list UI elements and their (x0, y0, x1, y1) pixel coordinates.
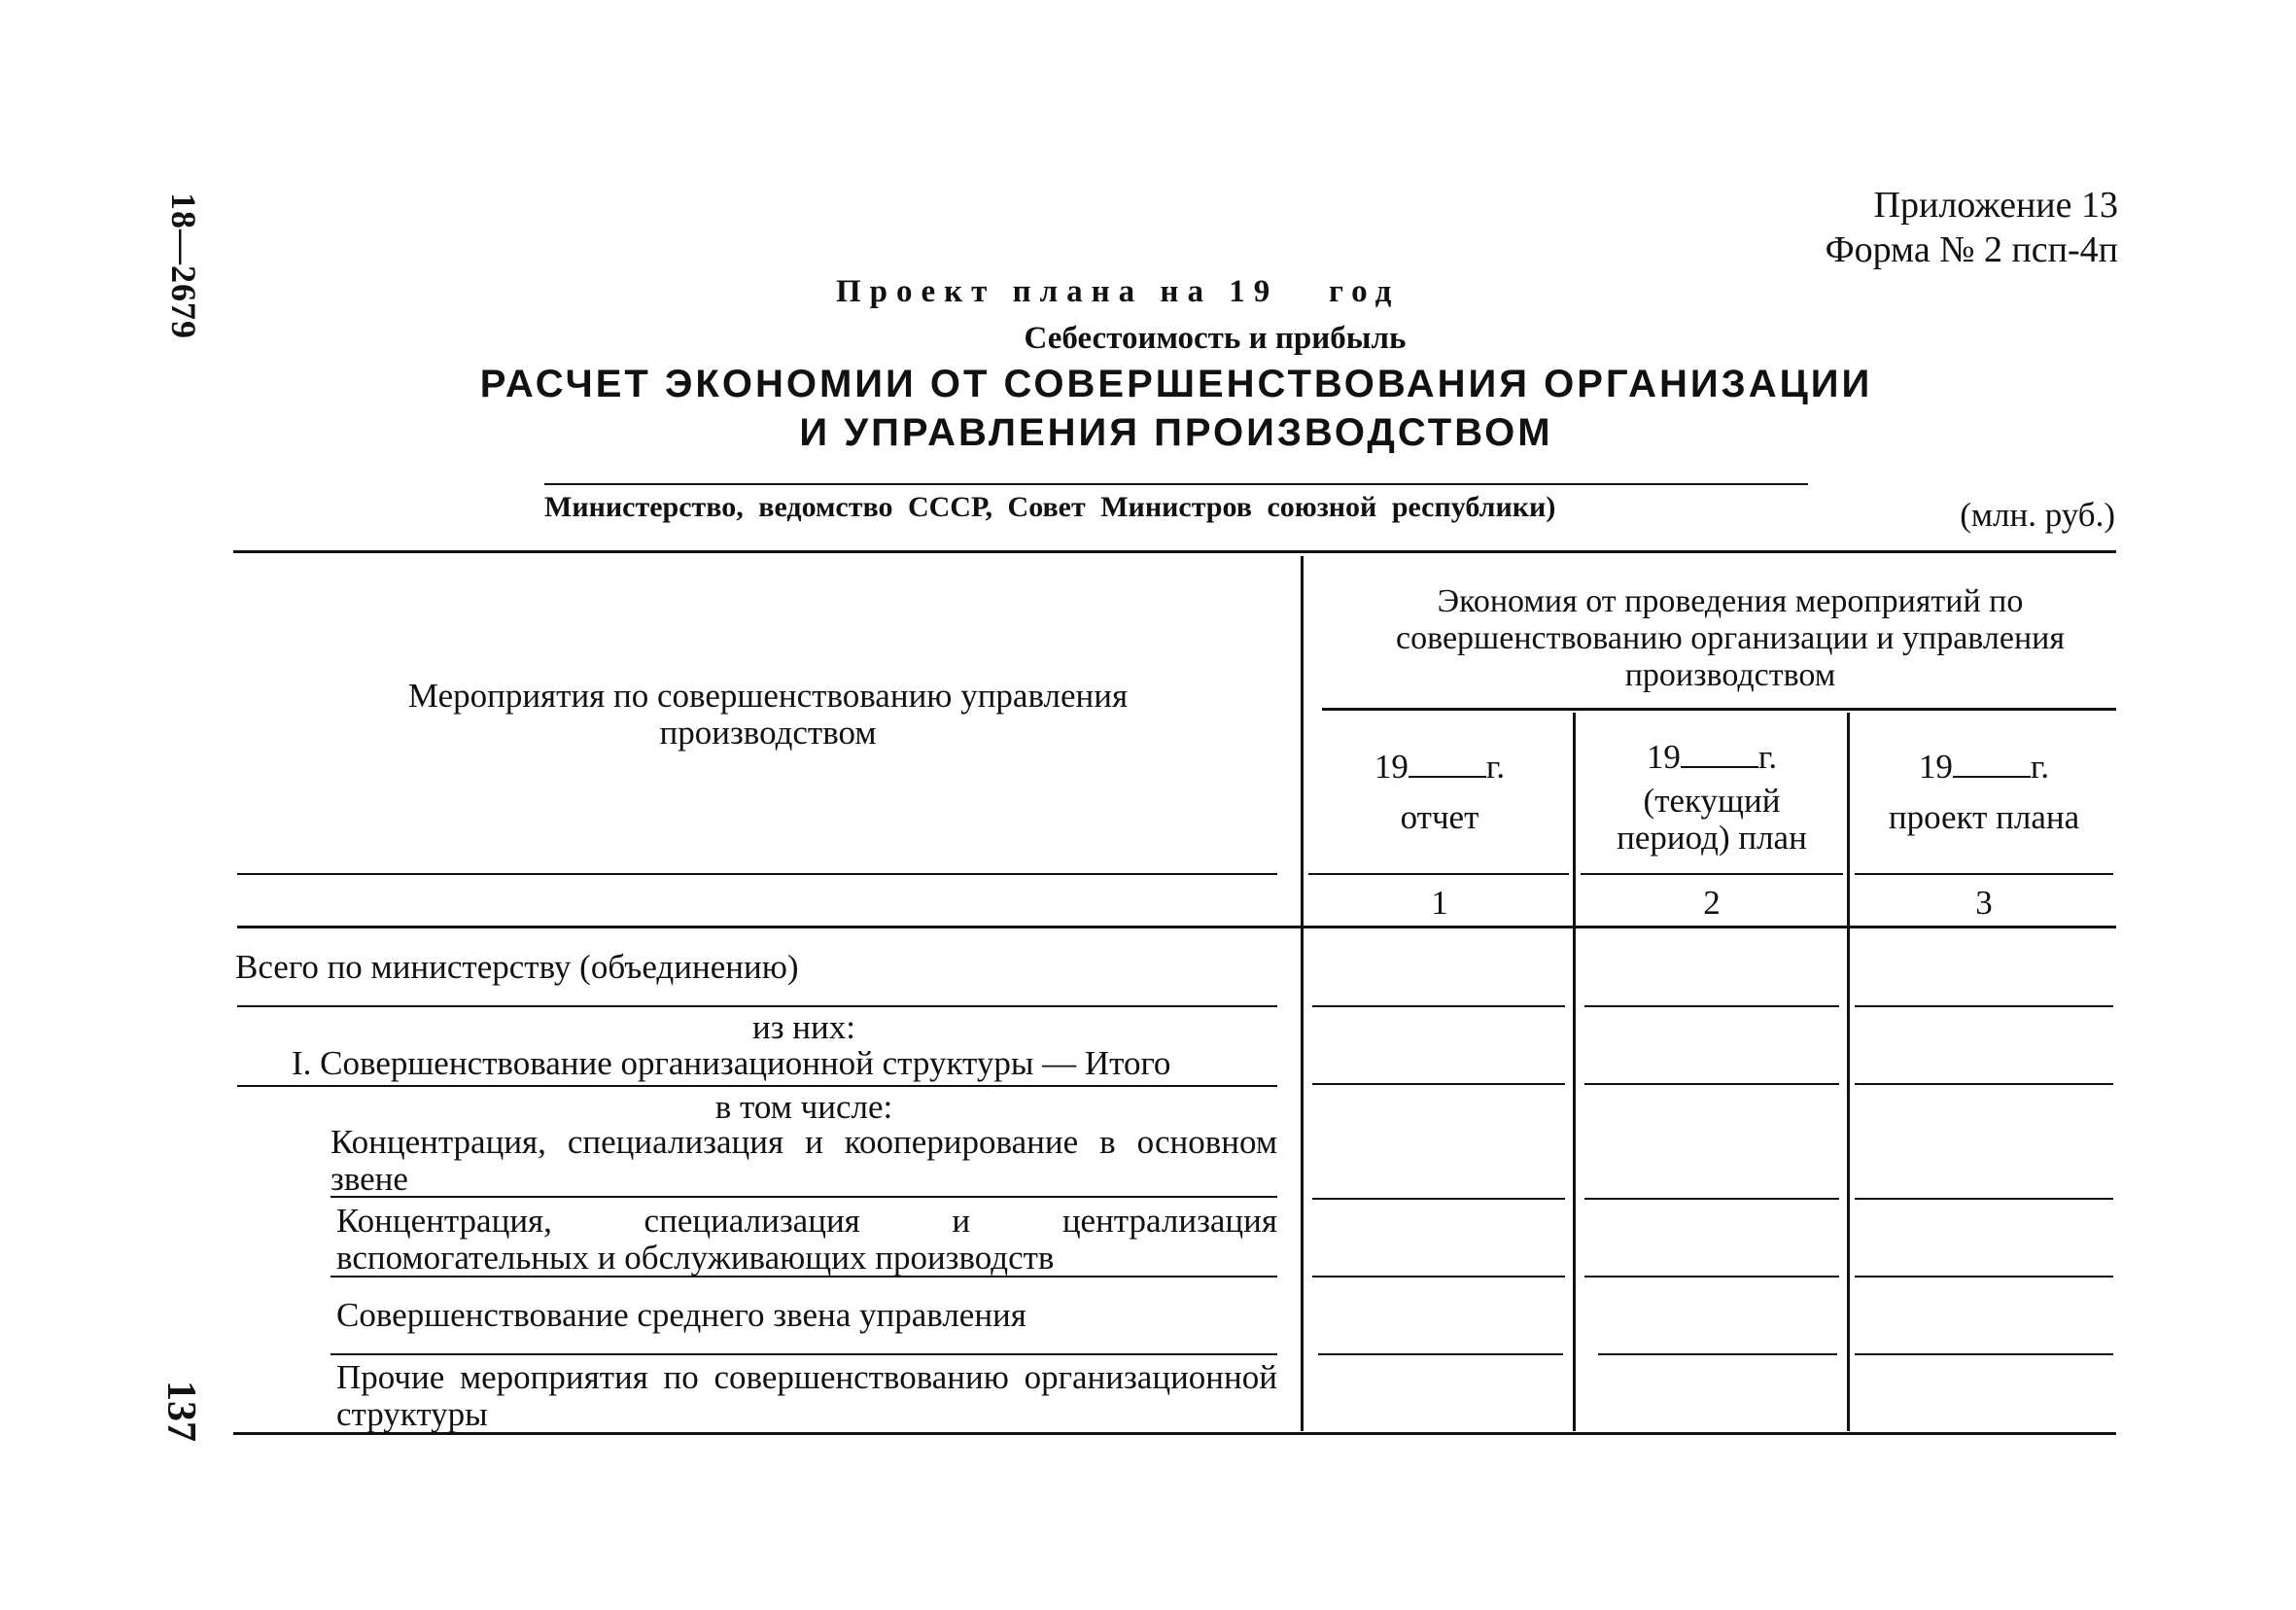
row-org-structure-total: I. Совершенствование организационной структуры — Итого (292, 1044, 1171, 1082)
row-rule-1-c2 (1584, 1005, 1839, 1007)
header-bottom-rule-c3 (1855, 873, 2113, 875)
row-rule-5-c2 (1598, 1353, 1837, 1355)
appendix-number: Приложение 13 (1873, 185, 2118, 226)
project-title: Проект плана на 19 год (836, 274, 1401, 309)
row-of-them: из них: (752, 1008, 855, 1046)
row-rule-3-c1 (1312, 1198, 1565, 1200)
col1-number: 1 (1431, 884, 1448, 922)
row-concentration-aux: Концентрация, специализация и централизация вспомогательных и обслуживающих производств (336, 1202, 1277, 1277)
col3-year-prefix: 19 (1918, 748, 1953, 786)
row-other-measures: Прочие мероприятия по совершенствованию организационной структуры (336, 1358, 1277, 1433)
col-divider-main (1301, 556, 1304, 1431)
form-number: Форма № 2 псп-4п (1825, 229, 2118, 270)
row-concentration-main: Концентрация, специализация и кооперирование в основном звене (330, 1123, 1277, 1198)
col2-number: 2 (1703, 884, 1721, 922)
row-including: в том числе: (714, 1088, 893, 1126)
col1-year (1312, 749, 1567, 786)
col3-year (1857, 749, 2111, 786)
row-rule-3-c3 (1855, 1198, 2113, 1200)
header-bottom-rule-left (237, 873, 1277, 875)
col1-year-blank (1409, 752, 1486, 778)
row-rule-4-c3 (1855, 1276, 2113, 1278)
numbers-bottom-rule (237, 926, 2116, 928)
table-top-rule (233, 550, 2116, 553)
row-rule-2-c1 (1312, 1083, 1565, 1085)
page-number: 137 (158, 1381, 203, 1442)
row-rule-5 (330, 1353, 1277, 1355)
col2-year-prefix: 19 (1646, 738, 1681, 776)
row-rule-2 (237, 1085, 1277, 1087)
col-economy-header: Экономия от проведения мероприятий по совершенствованию организации и управления производством (1396, 583, 2065, 693)
col2-year-suffix: г. (1757, 738, 1778, 776)
col3-number: 3 (1975, 884, 1993, 922)
economy-header-rule (1322, 708, 2116, 711)
header-bottom-rule-c2 (1581, 873, 1843, 875)
row-total: Всего по министерству (объединению) (235, 948, 799, 986)
appendix-label (1826, 183, 2118, 272)
row-rule-1-c1 (1312, 1005, 1565, 1007)
row-rule-5-c3 (1855, 1353, 2113, 1355)
row-rule-1 (237, 1005, 1277, 1007)
document-code: 18—2679 (164, 192, 203, 339)
col2-year (1584, 739, 1839, 776)
col-divider-2-3 (1847, 713, 1850, 1431)
row-rule-4-c2 (1584, 1276, 1839, 1278)
main-title-line-2: И УПРАВЛЕНИЯ ПРОИЗВОДСТВОМ (799, 411, 1553, 454)
col1-label: отчет (1400, 798, 1479, 836)
col3-year-suffix: г. (2030, 748, 2050, 786)
col-measures-header: Мероприятия по совершенствованию управления производством (407, 677, 1129, 752)
subtitle: Себестоимость и прибыль (1024, 321, 1407, 356)
col3-label: проект плана (1888, 798, 2080, 836)
row-rule-2-c3 (1855, 1083, 2113, 1085)
col1-year-prefix: 19 (1374, 748, 1409, 786)
main-title-line-1: РАСЧЕТ ЭКОНОМИИ ОТ СОВЕРШЕНСТВОВАНИЯ ОРГАНИЗАЦИИ (479, 363, 1873, 405)
header-bottom-rule-c1 (1308, 873, 1569, 875)
ministry-fill-line (544, 483, 1808, 485)
row-rule-3-c2 (1584, 1198, 1839, 1200)
col2-year-blank (1681, 743, 1758, 768)
row-rule-5-c1 (1318, 1353, 1563, 1355)
row-rule-4-c1 (1312, 1276, 1565, 1278)
col1-year-suffix: г. (1485, 748, 1506, 786)
col3-year-blank (1953, 752, 2031, 778)
units-label: (млн. руб.) (1960, 496, 2115, 534)
main-title (467, 360, 1886, 457)
ministry-caption: Министерство, ведомство СССР, Совет Министров союзной республики) (544, 491, 1556, 523)
row-middle-management: Совершенствование среднего звена управления (336, 1296, 1026, 1334)
col-divider-1-2 (1573, 713, 1576, 1431)
row-rule-2-c2 (1584, 1083, 1839, 1085)
row-rule-1-c3 (1855, 1005, 2113, 1007)
col2-label: (текущий период) план (1617, 782, 1807, 857)
